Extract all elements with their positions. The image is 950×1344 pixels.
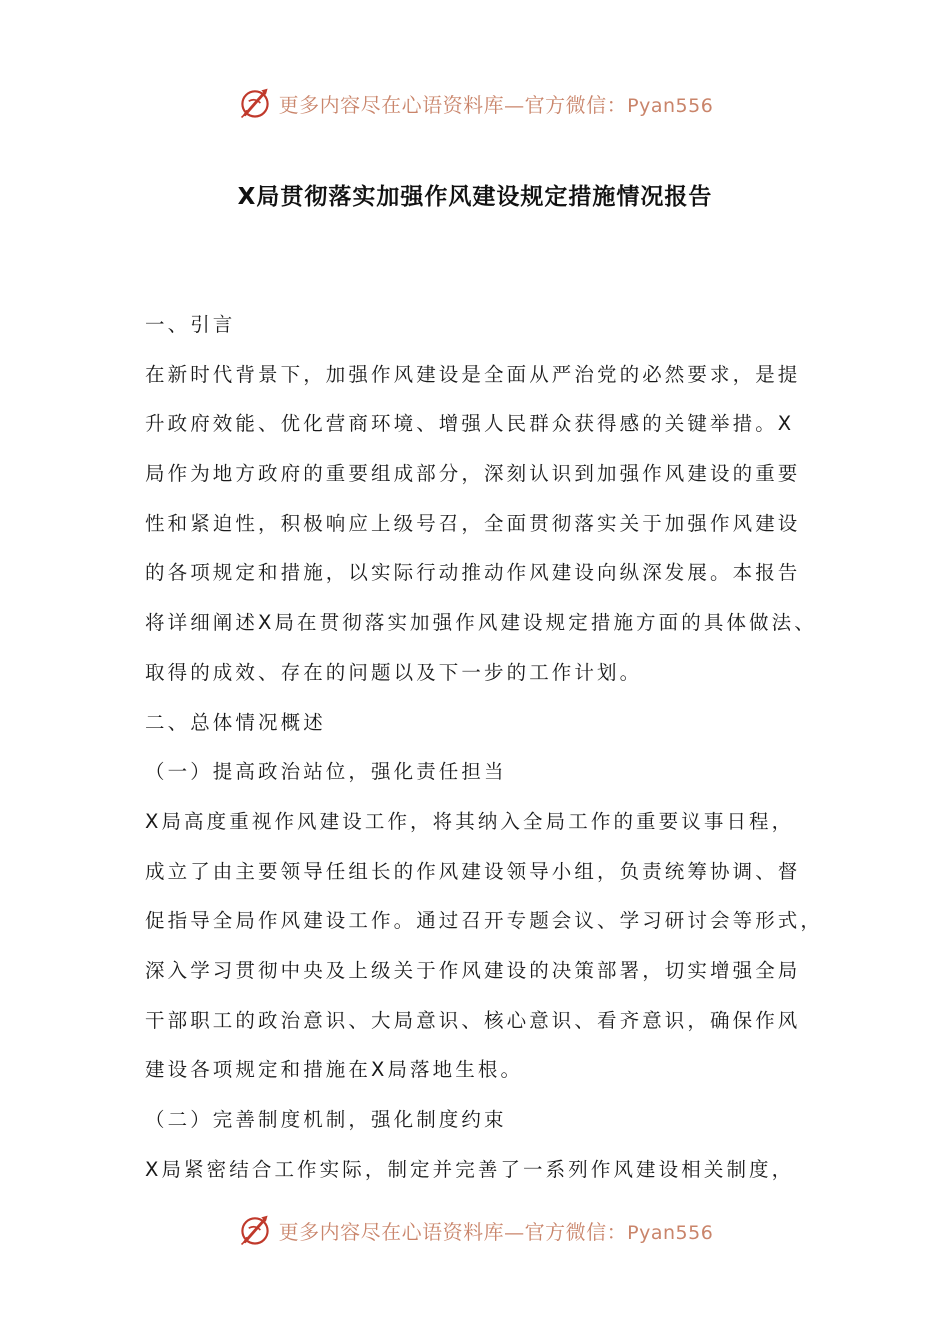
paragraph-line: 建设各项规定和措施在X局落地生根。: [145, 1058, 524, 1082]
paragraph-line: X局紧密结合工作实际，制定并完善了一系列作风建设相关制度，: [145, 1157, 795, 1181]
subsection-heading-1: （一）提高政治站位，强化责任担当: [145, 760, 507, 784]
banner-text: [279, 1216, 714, 1245]
section-heading-intro: 一、引言: [145, 313, 236, 336]
paragraph-line: 性和紧迫性，积极响应上级号召，全面贯彻落实关于加强作风建设: [145, 511, 801, 535]
header-banner: [0, 80, 950, 126]
banner-text: [279, 89, 714, 118]
document-body: [145, 300, 825, 1194]
banner-slogan: 更多内容尽在心语资料库—官方微信：: [278, 92, 628, 117]
paragraph-line: X局高度重视作风建设工作，将其纳入全局工作的重要议事日程，: [145, 809, 795, 833]
document-title: X局贯彻落实加强作风建设规定措施情况报告: [237, 184, 713, 210]
paragraph-line: 升政府效能、优化营商环境、增强人民群众获得感的关键举措。X: [145, 412, 795, 436]
banner-wechat-handle: Pyan556: [627, 1221, 714, 1244]
pen-logo-icon: [237, 1212, 273, 1248]
footer-banner: [0, 1207, 950, 1253]
paragraph-line: 的各项规定和措施，以实际行动推动作风建设向纵深发展。本报告: [145, 561, 801, 585]
paragraph-line: 促指导全局作风建设工作。通过召开专题会议、学习研讨会等形式，: [145, 909, 824, 933]
paragraph-line: 干部职工的政治意识、大局意识、核心意识、看齐意识，确保作风: [145, 1008, 801, 1032]
paragraph-line: 取得的成效、存在的问题以及下一步的工作计划。: [145, 660, 643, 684]
section-heading-overview: 二、总体情况概述: [145, 710, 326, 734]
paragraph-line: 局作为地方政府的重要组成部分，深刻认识到加强作风建设的重要: [145, 462, 801, 486]
paragraph-line: 在新时代背景下，加强作风建设是全面从严治党的必然要求，是提: [145, 362, 801, 386]
paragraph-line: 将详细阐述X局在贯彻落实加强作风建设规定措施方面的具体做法、: [145, 611, 817, 635]
paragraph-line: 成立了由主要领导任组长的作风建设领导小组，负责统筹协调、督: [145, 859, 801, 883]
pen-logo-icon: [237, 85, 273, 121]
banner-slogan: 更多内容尽在心语资料库—官方微信：: [278, 1219, 628, 1244]
banner-wechat-handle: Pyan556: [627, 94, 714, 117]
paragraph-line: 深入学习贯彻中央及上级关于作风建设的决策部署，切实增强全局: [145, 958, 801, 982]
subsection-heading-2: （二）完善制度机制，强化制度约束: [145, 1108, 507, 1131]
